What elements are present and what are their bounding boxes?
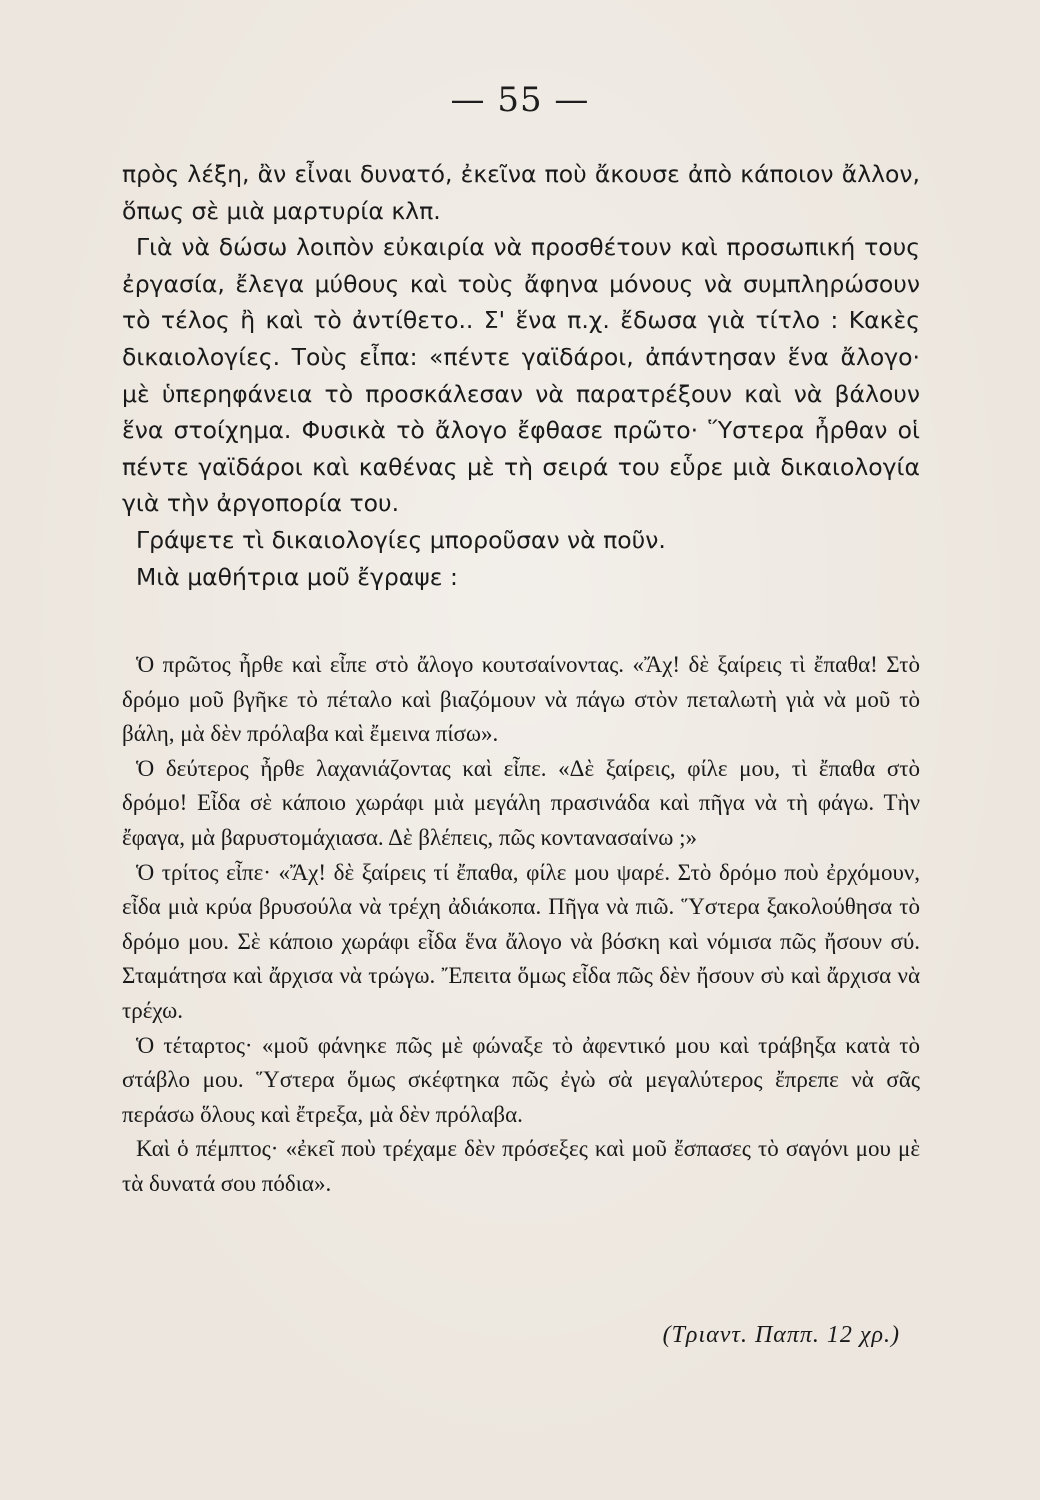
- story-paragraph: Ὁ δεύτερος ἦρθε λαχανιάζοντας καὶ εἶπε. «Δὲ ξαίρεις, φίλε μου, τὶ ἔπαθα στὸ δρόμο! Εἶδα σὲ κάποιο χωράφι μιὰ μεγάλη πρασινάδα καὶ πῆγα νὰ τὴ φάγω. Τὴν ἔφαγα, μὰ βαρυστομάχιασα. Δὲ βλέπεις, πῶς κοντανασαίνω ;»: [122, 755, 920, 850]
- intro-text: [122, 156, 920, 595]
- paragraph: Μιὰ μαθήτρια μοῦ ἔγραψε :: [136, 562, 458, 591]
- story-paragraph: Ὁ πρῶτος ἦρθε καὶ εἶπε στὸ ἄλογο κουτσαίνοντας. «Ἄχ! δὲ ξαίρεις τὶ ἔπαθα! Στὸ δρόμο μοῦ βγῆκε τὸ πέταλο καὶ βιαζόμουν νὰ πάγω στὸν πεταλωτὴ γιὰ νὰ μοῦ τὸ βάλη, μὰ δὲν πρόλαβα καὶ ἔμεινα πίσω».: [122, 652, 920, 747]
- paragraph: Γράψετε τὶ δικαιολογίες μποροῦσαν νὰ ποῦν.: [136, 525, 666, 554]
- author-signature: (Τριαντ. Παππ. 12 χρ.): [662, 1322, 900, 1348]
- page-number: — 55 —: [450, 80, 590, 120]
- story-paragraph: Καὶ ὁ πέμπτος· «ἐκεῖ ποὺ τρέχαμε δὲν πρόσεξες καὶ μοῦ ἔσπασες τὸ σαγόνι μου μὲ τὰ δυνατά σου πόδια».: [122, 1136, 920, 1196]
- story-paragraph: Ὁ τρίτος εἶπε· «Ἄχ! δὲ ξαίρεις τί ἔπαθα, φίλε μου ψαρέ. Στὸ δρόμο ποὺ ἐρχόμουν, εἶδα μιὰ κρύα βρυσούλα νὰ τρέχη ἀδιάκοπα. Πῆγα νὰ πιῶ. Ὕστερα ξακολούθησα τὸ δρόμο μου. Σὲ κάποιο χωράφι εἶδα ἕνα ἄλογο νὰ βόσκη καὶ νόμισα πῶς ἤσουν σύ. Σταμάτησα καὶ ἄρχισα νὰ τρώγω. Ἔπειτα ὅμως εἶδα πῶς δὲν ἤσουν σὺ καὶ ἄρχισα νὰ τρέχω.: [122, 859, 920, 1023]
- student-story: [122, 648, 920, 1202]
- paragraph: πρὸς λέξη, ἂν εἶναι δυνατό, ἐκεῖνα ποὺ ἄκουσε ἀπὸ κάποιον ἄλλον, ὅπως σὲ μιὰ μαρτυρία κλπ.: [122, 160, 920, 225]
- paragraph: Γιὰ νὰ δώσω λοιπὸν εὐκαιρία νὰ προσθέτουν καὶ προσωπική τους ἐργασία, ἔλεγα μύθους καὶ τοὺς ἄφηνα μόνους νὰ συμπληρώσουν τὸ τέλος ἢ καὶ τὸ ἀντίθετο.. Σ' ἕνα π.χ. ἔδωσα γιὰ τίτλο : Κακὲς δικαιολογίες. Τοὺς εἶπα: «πέντε γαϊδάροι, ἀπάντησαν ἕνα ἄλογο· μὲ ὑπερηφάνεια τὸ προσκάλεσαν νὰ παρατρέξουν καὶ νὰ βάλουν ἕνα στοίχημα. Φυσικὰ τὸ ἄλογο ἔφθασε πρῶτο· Ὕστερα ἦρθαν οἱ πέντε γαϊδάροι καὶ καθένας μὲ τὴ σειρά του εὗρε μιὰ δικαιολογία γιὰ τὴν ἀργοπορία του.: [122, 233, 920, 518]
- story-paragraph: Ὁ τέταρτος· «μοῦ φάνηκε πῶς μὲ φώναξε τὸ ἀφεντικό μου καὶ τράβηξα κατὰ τὸ στάβλο μου. Ὕστερα ὅμως σκέφτηκα πῶς ἐγὼ σὰ μεγαλύτερος ἔπρεπε νὰ σᾶς περάσω ὅλους καὶ ἔτρεξα, μὰ δὲν πρόλαβα.: [122, 1032, 920, 1127]
